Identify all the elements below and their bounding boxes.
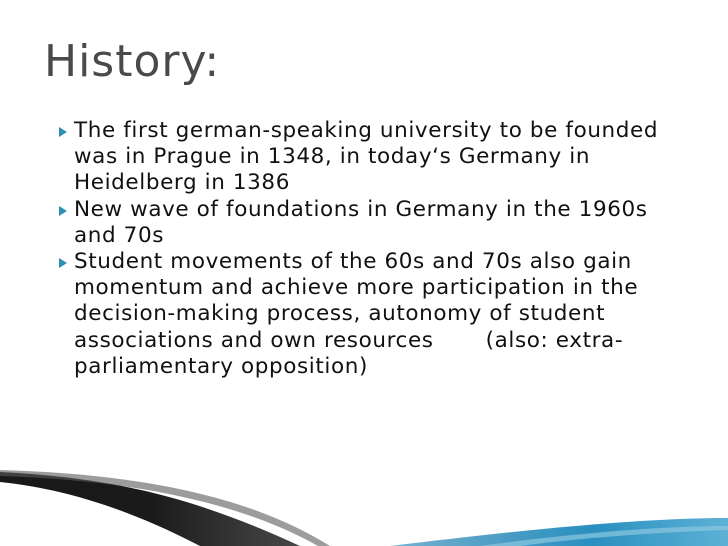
bullet-item-2 (52, 197, 692, 249)
bullet-item-1 (52, 118, 692, 197)
bullet-text: The first german-speaking university to be founded was in Prague in 1348, in today‘s Germany in Heidelberg in 1386 (74, 118, 666, 196)
triangle-bullet-icon (52, 118, 74, 138)
bullet-item-3 (52, 249, 692, 380)
triangle-bullet-icon (52, 197, 74, 217)
slide-title: History: (44, 36, 221, 87)
bullet-text: Student movements of the 60s and 70s also gain momentum and achieve more participation in the decision-making process, autonomy of student associations and own resources (also: extra-parliamentary opposition) (74, 249, 646, 379)
decorative-swoosh (0, 460, 728, 546)
bullet-text: New wave of foundations in Germany in the 1960s and 70s (74, 196, 656, 248)
bullet-list (52, 118, 692, 380)
triangle-bullet-icon (52, 249, 74, 269)
